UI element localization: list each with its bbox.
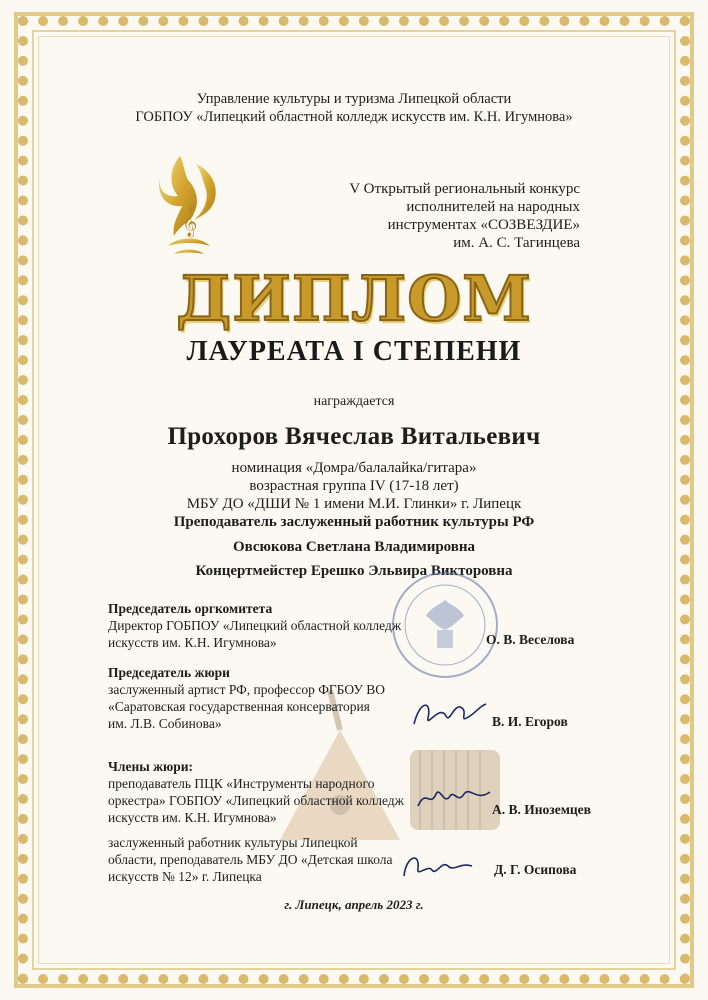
jury-member-2-line-3: искусств № 12» г. Липецка (108, 869, 262, 884)
nomination: номинация «Домра/балалайка/гитара» (231, 460, 477, 476)
jury-members-title: Члены жюри: (108, 759, 194, 774)
jury-member-2-line-2: области, преподаватель МБУ ДО «Детская школа (108, 852, 393, 867)
teacher-name: Овсюкова Светлана Владимировна (232, 539, 476, 555)
contest-line-1: V Открытый региональный конкурс (349, 181, 580, 197)
organizer-line-2: ГОБПОУ «Липецкий областной колледж искусств им. К.Н. Игумнова» (135, 109, 573, 125)
contest-line-2: исполнителей на народных (406, 199, 580, 215)
jury-chair-line-2: «Саратовская государственная консерватория (108, 699, 370, 714)
jury-chair-title: Председатель жюри (108, 665, 230, 680)
jury-member-2-signature-icon (398, 846, 478, 886)
place-and-date: г. Липецк, апрель 2023 г. (284, 897, 424, 912)
jury-member-1-line-1: преподаватель ПЦК «Инструменты народного (108, 776, 375, 791)
age-group: возрастная группа IV (17-18 лет) (249, 478, 459, 494)
jury-chair-line-3: им. Л.В. Собинова» (108, 716, 222, 731)
orgcommittee-title: Председатель оргкомитета (108, 601, 273, 616)
lyre-logo-icon (148, 150, 230, 268)
jury-member-2-name: Д. Г. Осипова (494, 862, 577, 877)
jury-members-block (108, 758, 404, 826)
orgcommittee-block (108, 600, 401, 651)
jury-member-1-line-3: искусств им. К.Н. Игумнова» (108, 810, 277, 825)
jury-chair-line-1: заслуженный артист РФ, профессор ФГБОУ ВО (108, 682, 386, 697)
orgcommittee-line-1: Директор ГОБПОУ «Липецкий областной колледж (108, 618, 402, 633)
teacher-role: Преподаватель заслуженный работник культуры РФ (173, 514, 535, 530)
jury-member-1-signature-icon (414, 778, 494, 818)
jury-chair-name: В. И. Егоров (492, 714, 568, 729)
organizer-line-1: Управление культуры и туризма Липецкой области (196, 91, 512, 107)
jury-member-1-name: А. В. Иноземцев (492, 802, 591, 817)
jury-member-1-line-2: оркестра» ГОБПОУ «Липецкий областной колледж (108, 793, 404, 808)
svg-text:𝄞: 𝄞 (182, 207, 198, 237)
jury-chair-block (108, 664, 385, 732)
contest-line-3: инструментах «СОЗВЕЗДИЕ» (387, 217, 580, 233)
school: МБУ ДО «ДШИ № 1 имени М.И. Глинки» г. Липецк (186, 496, 522, 512)
diploma-title: ДИПЛОМ (176, 262, 532, 335)
awarded-label: награждается (313, 394, 395, 409)
orgcommittee-name: О. В. Веселова (486, 632, 575, 647)
official-stamp-icon (390, 570, 500, 680)
recipient-name: Прохоров Вячеслав Витальевич (167, 423, 541, 450)
orgcommittee-line-2: искусств им. К.Н. Игумнова» (108, 635, 277, 650)
jury-member-2-line-1: заслуженный работник культуры Липецкой (108, 835, 358, 850)
jury-member-2-block (108, 834, 393, 885)
accompanist: Концертмейстер Ерешко Эльвира Викторовна (195, 563, 513, 579)
diploma-subtitle: ЛАУРЕАТА I СТЕПЕНИ (186, 336, 522, 367)
contest-line-4: им. А. С. Тагинцева (453, 235, 580, 251)
jury-chair-signature-icon (410, 694, 490, 734)
